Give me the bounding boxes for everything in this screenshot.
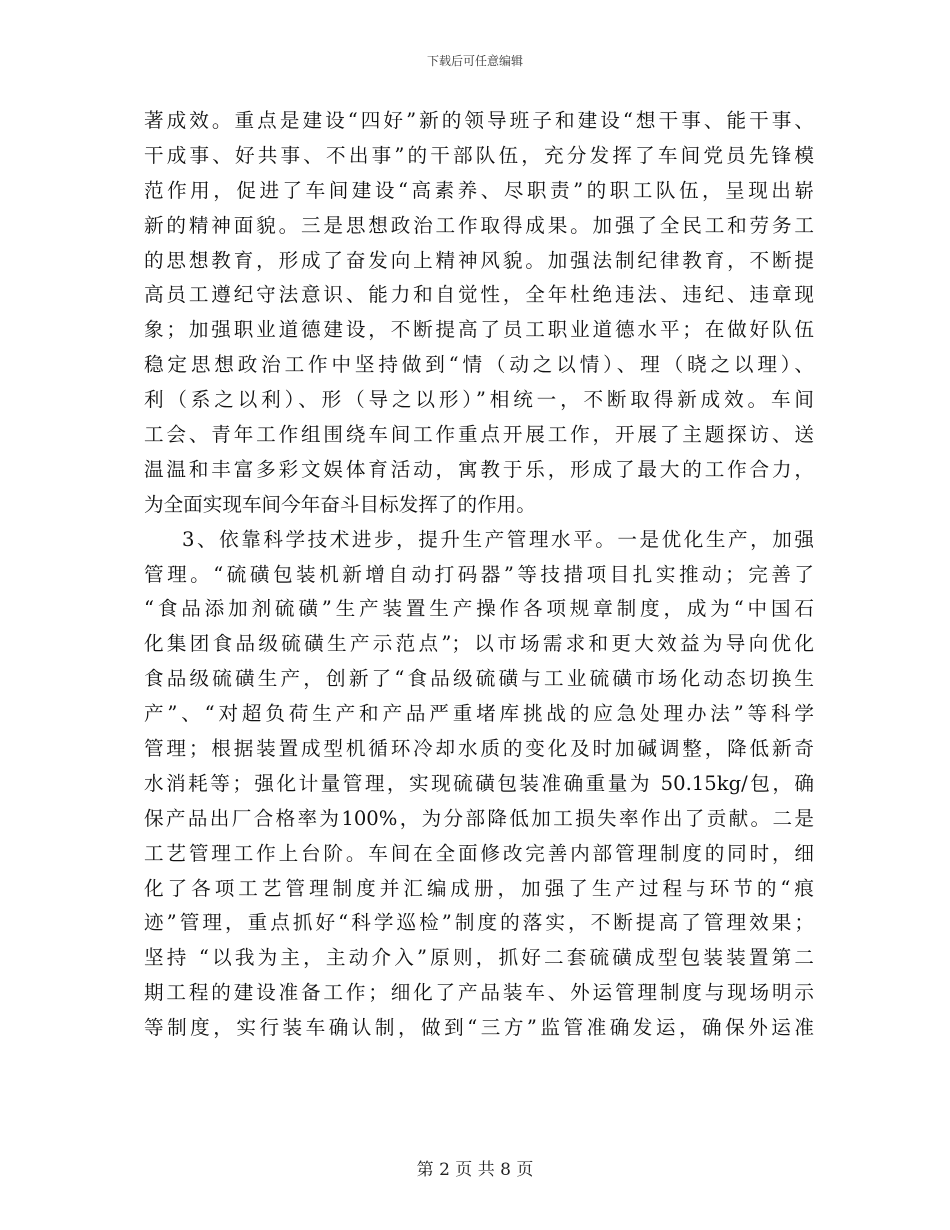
paragraph-end-line: 为全面实现车间今年奋斗目标发挥了的作用。 xyxy=(144,492,536,516)
text-line: 化集团食品级硫磺生产示范点”；以市场需求和更大效益为导向优化 xyxy=(144,632,814,656)
text-line: 坚持 “以我为主，主动介入”原则，抓好二套硫磺成型包装装置第二 xyxy=(144,946,814,970)
text-line: 范作用，促进了车间建设“高素养、尽职责”的职工队伍，呈现出崭 xyxy=(144,178,814,202)
text-line: 迹”管理，重点抓好“科学巡检”制度的落实，不断提高了管理效果； xyxy=(144,911,814,935)
paragraph-start-line: 3、依靠科学技术进步，提升生产管理水平。一是优化生产，加强 xyxy=(182,527,814,551)
document-body xyxy=(144,104,814,1046)
text-line: 干成事、好共事、不出事”的干部队伍，充分发挥了车间党员先锋模 xyxy=(144,143,814,167)
text-line: “食品添加剂硫磺”生产装置生产操作各项规章制度，成为“中国石 xyxy=(144,597,814,621)
text-line: 高员工遵纪守法意识、能力和自觉性，全年杜绝违法、违纪、违章现 xyxy=(144,283,814,307)
text-line: 著成效。重点是建设“四好”新的领导班子和建设“想干事、能干事、 xyxy=(144,109,814,132)
text-line: 工会、青年工作组围绕车间工作重点开展工作，开展了主题探访、送 xyxy=(144,423,814,447)
text-line: 化了各项工艺管理制度并汇编成册，加强了生产过程与环节的“痕 xyxy=(144,876,814,900)
text-line: 温温和丰富多彩文娱体育活动，寓教于乐，形成了最大的工作合力， xyxy=(144,457,814,481)
text-line: 食品级硫磺生产，创新了“食品级硫磺与工业硫磺市场化动态切换生 xyxy=(144,667,814,691)
text-line: 产”、“对超负荷生产和产品严重堵库挑战的应急处理办法”等科学 xyxy=(144,702,814,726)
page-header: 下载后可任意编辑 xyxy=(426,54,523,68)
text-line: 期工程的建设准备工作；细化了产品装车、外运管理制度与现场明示 xyxy=(144,981,814,1005)
text-line: 象；加强职业道德建设，不断提高了员工职业道德水平；在做好队伍 xyxy=(144,318,814,342)
page-number-footer: 第 2 页 共 8 页 xyxy=(416,1160,534,1180)
text-line: 保产品出厂合格率为100%，为分部降低加工损失率作出了贡献。二是 xyxy=(144,806,814,830)
text-line: 管理。“硫磺包装机新增自动打码器”等技措项目扎实推动；完善了 xyxy=(144,562,814,586)
text-line: 管理；根据装置成型机循环冷却水质的变化及时加碱调整，降低新奇 xyxy=(144,737,814,761)
text-line: 工艺管理工作上台阶。车间在全面修改完善内部管理制度的同时，细 xyxy=(144,841,814,865)
text-line: 利（系之以利）、形（导之以形）”相统一，不断取得新成效。车间 xyxy=(144,388,814,412)
text-line: 水消耗等；强化计量管理，实现硫磺包装准确重量为 50.15kg/包，确 xyxy=(144,771,814,795)
text-line: 等制度，实行装车确认制，做到“三方”监管准确发运，确保外运准 xyxy=(144,1016,814,1040)
text-line: 稳定思想政治工作中坚持做到“情（动之以情）、理（晓之以理）、 xyxy=(144,353,814,377)
text-line: 的思想教育，形成了奋发向上精神风貌。加强法制纪律教育，不断提 xyxy=(144,248,814,272)
text-line: 新的精神面貌。三是思想政治工作取得成果。加强了全民工和劳务工 xyxy=(144,213,814,237)
